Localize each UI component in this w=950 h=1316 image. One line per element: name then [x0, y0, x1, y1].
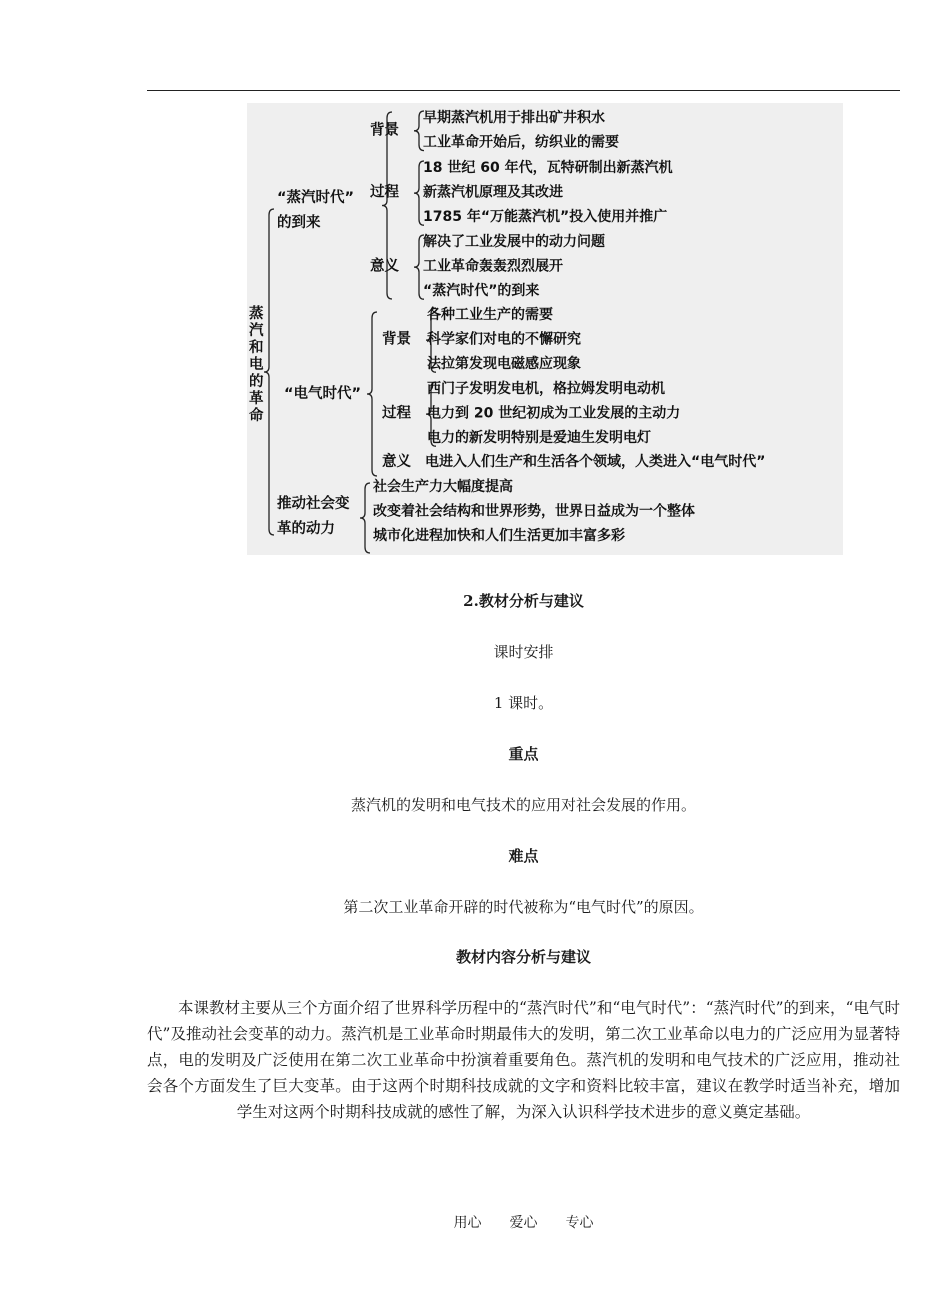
- difficulty-text: 第二次工业革命开辟的时代被称为“电气时代”的原因。: [343, 898, 704, 916]
- root-char: 的: [249, 374, 264, 390]
- analysis-label: 教材内容分析与建议: [455, 948, 591, 966]
- tree-item: 1785 年“万能蒸汽机”投入使用并推广: [423, 209, 668, 226]
- page-footer: 用心 爱心 专心: [453, 1215, 594, 1231]
- schedule-value: 1 课时。: [493, 694, 554, 712]
- root-char: 蒸: [249, 306, 264, 322]
- header-rule: [147, 90, 900, 91]
- tree-svg: [247, 103, 843, 555]
- group-label: 意义: [382, 454, 411, 470]
- tree-item: 电进入人们生产和生活各个领域，人类进入“电气时代”: [425, 454, 766, 470]
- section-title-2: “电气时代”: [284, 386, 362, 402]
- root-char: 革: [249, 391, 264, 407]
- tree-item: 社会生产力大幅度提高: [373, 479, 513, 495]
- root-char: 和: [249, 340, 264, 356]
- tree-item: “蒸汽时代”的到来: [423, 283, 540, 300]
- section-title-1: “蒸汽时代”: [277, 190, 355, 206]
- section-title-3: 革的动力: [277, 521, 335, 537]
- tree-item: 电力到 20 世纪初成为工业发展的主动力: [427, 405, 681, 422]
- tree-item: 工业革命轰轰烈烈展开: [423, 258, 563, 275]
- tree-item: 18 世纪 60 年代，瓦特研制出新蒸汽机: [423, 160, 673, 176]
- group-label: 背景: [370, 122, 399, 139]
- section-brace-2: [367, 312, 377, 476]
- section-brace-3: [360, 483, 370, 553]
- root-char: 汽: [249, 323, 264, 339]
- tree-item: 西门子发明发电机，格拉姆发明电动机: [427, 381, 665, 397]
- tree-item: 科学家们对电的不懈研究: [427, 331, 581, 348]
- key-point-label: 重点: [508, 745, 539, 763]
- root-char: 命: [249, 408, 264, 424]
- group-label: 意义: [370, 258, 399, 275]
- section-title-1: 的到来: [277, 215, 321, 231]
- key-point-text: 蒸汽机的发明和电气技术的应用对社会发展的作用。: [350, 796, 696, 814]
- section-heading: 2.教材分析与建议: [463, 592, 584, 610]
- schedule-label: 课时安排: [493, 643, 554, 661]
- difficulty-label: 难点: [508, 847, 539, 865]
- knowledge-tree-diagram: [247, 103, 843, 555]
- root-char: 电: [249, 357, 264, 373]
- root-brace: [264, 209, 274, 535]
- tree-item: 法拉第发现电磁感应现象: [427, 356, 581, 373]
- tree-item: 解决了工业发展中的动力问题: [423, 234, 605, 250]
- group-label: 过程: [382, 405, 411, 422]
- tree-item: 改变着社会结构和世界形势，世界日益成为一个整体: [373, 503, 695, 520]
- group-label: 过程: [370, 184, 399, 201]
- tree-item: 电力的新发明特别是爱迪生发明电灯: [427, 430, 651, 447]
- tree-item: 工业革命开始后，纺织业的需要: [423, 134, 619, 151]
- tree-item: 各种工业生产的需要: [427, 307, 553, 323]
- section-title-3: 推动社会变: [277, 496, 350, 512]
- group-label: 背景: [382, 331, 411, 348]
- analysis-paragraph: 本课教材主要从三个方面介绍了世界科学历程中的“蒸汽时代”和“电气时代”：“蒸汽时代”的到来，“电气时代”及推动社会变革的动力。蒸汽机是工业革命时期最伟大的发明，第二次工业革命以电力的广泛应用为显著特点，电的发明及广泛使用在第二次工业革命中扮演着重要角色。蒸汽机的发明和电气技术的广泛应用，推动社会各个方面发生了巨大变革。由于这两个时期科技成就的文字和资料比较丰富，建议在教学时适当补充，增加学生对这两个时期科技成就的感性了解，为深入认识科学技术进步的意义奠定基础。: [147, 999, 900, 1121]
- tree-item: 城市化进程加快和人们生活更加丰富多彩: [373, 528, 625, 545]
- tree-item: 早期蒸汽机用于排出矿井积水: [423, 110, 605, 126]
- tree-item: 新蒸汽机原理及其改进: [423, 184, 563, 201]
